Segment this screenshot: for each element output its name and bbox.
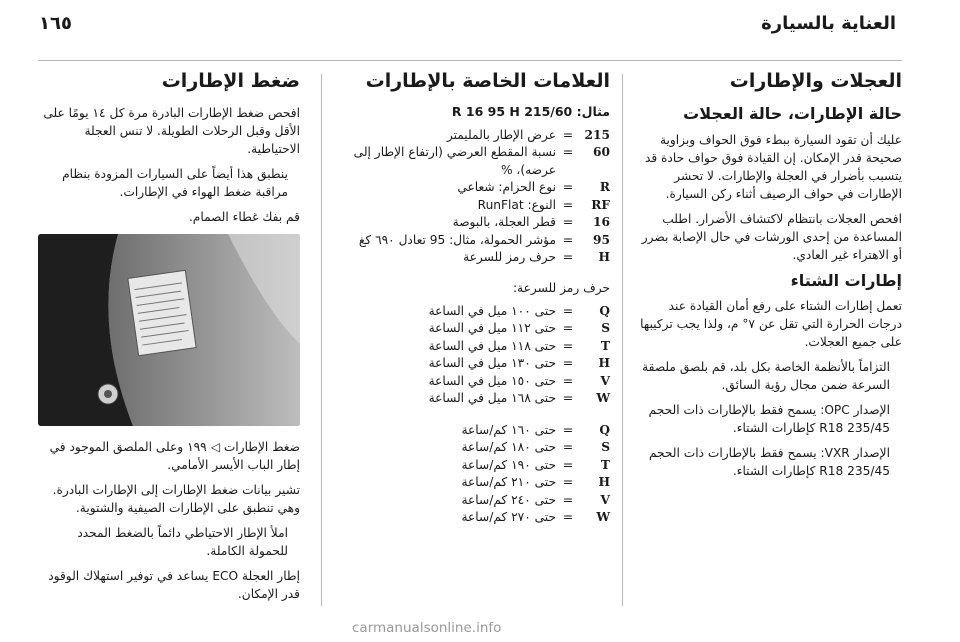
- row-value: حتى ١٠٠ ميل في الساعة: [428, 303, 556, 318]
- row-value: حتى ١١٨ ميل في الساعة: [428, 338, 556, 353]
- row-equals: =: [562, 250, 574, 265]
- row-key: RF: [591, 197, 610, 212]
- table-row: [345, 179, 610, 197]
- column-tyre-designations: [345, 70, 610, 527]
- row-value: حتى ٢٤٠ كم/ساعة: [461, 492, 556, 507]
- row-key: W: [596, 510, 610, 525]
- row-equals: =: [562, 373, 574, 388]
- row-value: حتى ١٩٠ كم/ساعة: [461, 457, 556, 472]
- table-row: [345, 355, 610, 373]
- table-row: [345, 439, 610, 457]
- row-equals: =: [562, 127, 574, 142]
- row-key: T: [600, 338, 610, 353]
- table-row: [345, 127, 610, 145]
- row-equals: =: [562, 356, 574, 371]
- row-key: Q: [599, 303, 610, 318]
- paragraph: عليك أن تقود السيارة ببطء فوق الحواف وبزاوية صحيحة قدر الإمكان. إن القيادة فوق حواف حادة قد يتسبب بأضرار في العجلة والإطارات. لا تحشر الإطارات في حواف الرصيف أثناء ركن السيارة.: [644, 132, 902, 201]
- table-row: [345, 390, 610, 408]
- table-row: [345, 144, 610, 179]
- row-key: S: [601, 440, 610, 455]
- speed-code-label: حرف رمز للسرعة:: [512, 280, 610, 295]
- column-divider: [321, 74, 322, 606]
- table-row: [345, 214, 610, 232]
- row-value: حتى ١١٢ ميل في الساعة: [428, 321, 556, 336]
- paragraph: املأ الإطار الاحتياطي دائماً بالضغط المحدد للحمولة الكاملة.: [77, 525, 288, 558]
- row-value: حتى ١٦٠ كم/ساعة: [461, 422, 556, 437]
- table-row: [345, 474, 610, 492]
- row-key: V: [600, 492, 610, 507]
- row-value: حتى ١٣٠ ميل في الساعة: [428, 356, 556, 371]
- row-value: مؤشر الحمولة، مثال: 95 تعادل ٦٩٠ كغ: [358, 232, 556, 247]
- row-value: حتى ٢١٠ كم/ساعة: [461, 475, 556, 490]
- row-key: R: [599, 180, 610, 195]
- row-key: T: [600, 457, 610, 472]
- paragraph: قم بفك غطاء الصمام.: [188, 209, 300, 224]
- paragraph: تشير بيانات ضغط الإطارات إلى الإطارات البادرة. وهي تنطبق على الإطارات الصيفية والشتوية.: [52, 482, 300, 515]
- row-value: حتى ١٨٠ كم/ساعة: [461, 440, 556, 455]
- row-key: 215: [584, 127, 610, 142]
- page-title: العناية بالسيارة: [761, 13, 896, 34]
- row-equals: =: [562, 510, 574, 525]
- header-rule: [38, 60, 902, 61]
- row-value: حتى ١٦٨ ميل في الساعة: [428, 391, 556, 406]
- table-row: [345, 232, 610, 250]
- row-key: 60: [593, 145, 610, 160]
- speed-table-kmh: [345, 422, 610, 527]
- row-equals: =: [562, 197, 574, 212]
- row-equals: =: [562, 391, 574, 406]
- row-value: قطر العجلة، بالبوصة: [452, 215, 556, 230]
- row-key: Q: [599, 422, 610, 437]
- subheading-tyre-condition: حالة الإطارات، حالة العجلات: [683, 103, 902, 123]
- row-value: نوع الحزام: شعاعي: [457, 180, 556, 195]
- paragraph: الإصدار OPC: يسمح فقط بالإطارات ذات الحجم 235/45 R18 كإطارات الشتاء.: [648, 403, 890, 436]
- row-equals: =: [562, 475, 574, 490]
- row-key: H: [598, 356, 610, 371]
- row-equals: =: [562, 440, 574, 455]
- paragraph: تعمل إطارات الشتاء على رفع أمان القيادة عند درجات الحرارة التي تقل عن ٧° م، ولذا يجب تركيبها على جميع العجلات.: [640, 299, 902, 350]
- row-key: V: [600, 373, 610, 388]
- column-wheels-tyres: [640, 70, 902, 487]
- table-row: [345, 303, 610, 321]
- table-row: [345, 373, 610, 391]
- row-key: 95: [593, 232, 610, 247]
- watermark: carmanualsonline.info: [352, 620, 502, 636]
- paragraph: ضغط الإطارات ◁ ١٩٩ وعلى الملصق الموجود في إطار الباب الأيسر الأمامي.: [49, 439, 300, 472]
- table-row: [345, 197, 610, 215]
- row-equals: =: [562, 492, 574, 507]
- row-equals: =: [562, 303, 574, 318]
- row-value: حرف رمز للسرعة: [463, 250, 556, 265]
- row-value: حتى ١٥٠ ميل في الساعة: [428, 373, 556, 388]
- paragraph: افحص ضغط الإطارات البادرة مرة كل ١٤ يومًا على الأقل وقبل الرحلات الطويلة. لا تنس العجلة الاحتياطية.: [43, 105, 300, 156]
- table-row: [345, 338, 610, 356]
- paragraph: إطار العجلة ECO يساعد في توفير استهلاك الوقود قدر الإمكان.: [48, 568, 300, 601]
- row-key: 16: [593, 215, 610, 230]
- row-equals: =: [562, 215, 574, 230]
- subheading-winter-tyres: إطارات الشتاء: [790, 270, 902, 290]
- row-equals: =: [562, 321, 574, 336]
- row-key: H: [598, 250, 610, 265]
- table-row: [345, 457, 610, 475]
- row-key: H: [598, 475, 610, 490]
- tyre-code-example: مثال: 215/60 R 16 95 H: [451, 103, 610, 119]
- section-heading-wheels-tyres: العجلات والإطارات: [729, 70, 902, 92]
- row-equals: =: [562, 145, 574, 160]
- row-value: نسبة المقطع العرضي (ارتفاع الإطار إلى عرضه)، %: [353, 145, 556, 177]
- paragraph: الإصدار VXR: يسمح فقط بالإطارات ذات الحجم 235/45 R18 كإطارات الشتاء.: [648, 446, 890, 479]
- table-row: [345, 249, 610, 267]
- paragraph: ينطبق هذا أيضاً على السيارات المزودة بنظام مراقبة ضغط الهواء في الإطارات.: [62, 166, 288, 199]
- speed-table-mph: [345, 303, 610, 408]
- section-heading-tyre-pressure: ضغط الإطارات: [161, 70, 300, 92]
- tyre-pressure-label-photo: [38, 234, 300, 426]
- row-equals: =: [562, 180, 574, 195]
- paragraph: التزاماً بالأنظمة الخاصة بكل بلد، قم بلصق ملصقة السرعة ضمن مجال رؤية السائق.: [642, 360, 890, 393]
- row-value: النوع: RunFlat: [477, 197, 556, 212]
- table-row: [345, 422, 610, 440]
- row-equals: =: [562, 422, 574, 437]
- row-value: حتى ٢٧٠ كم/ساعة: [461, 510, 556, 525]
- page-header: [0, 0, 960, 52]
- table-row: [345, 320, 610, 338]
- row-key: W: [596, 391, 610, 406]
- row-value: عرض الإطار بالمليمتر: [446, 127, 556, 142]
- row-equals: =: [562, 232, 574, 247]
- table-row: [345, 492, 610, 510]
- column-divider: [622, 74, 623, 606]
- column-tyre-pressure: [38, 70, 300, 610]
- row-equals: =: [562, 457, 574, 472]
- page-number: ١٦٥: [39, 13, 72, 34]
- section-heading-tyre-designations: العلامات الخاصة بالإطارات: [365, 70, 610, 92]
- designation-table: [345, 127, 610, 267]
- paragraph: افحص العجلات بانتظام لاكتشاف الأضرار. اطلب المساعدة من إحدى الورشات في حال الإصابة بضرر أو الاهتراء غير العادي.: [641, 211, 902, 262]
- row-equals: =: [562, 338, 574, 353]
- table-row: [345, 509, 610, 527]
- row-key: S: [601, 321, 610, 336]
